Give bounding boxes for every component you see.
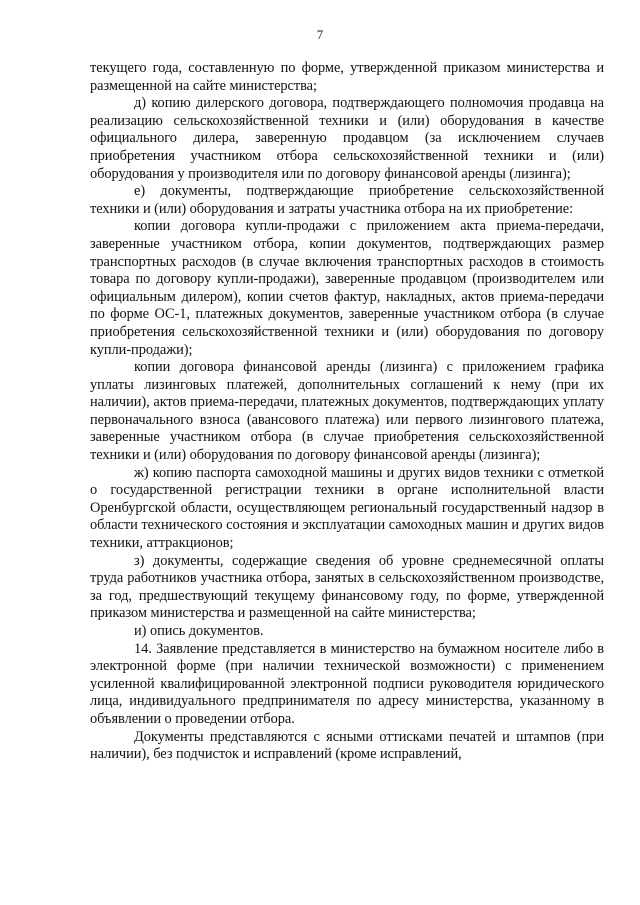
paragraph-leasing-contract-copies: копии договора финансовой аренды (лизинга) с приложением графика уплаты лизинговых платежей, дополнительных соглашений к нему (при их наличии), актов приема-передачи, платежных документов, подтверждающих уплату первоначального взноса (авансового платежа) или первого лизингового платежа, заверенные участником отбора (в случае приобретения сельскохозяйственной техники и (или) оборудования по договору финансовой аренды (лизинга); bbox=[90, 359, 604, 464]
paragraph-item-z: з) документы, содержащие сведения об уровне среднемесячной оплаты труда работников участника отбора, занятых в сельскохозяйственном производстве, за год, предшествующий текущему финансовому году, по форме, утвержденной приказом министерства и размещенной на сайте министерства; bbox=[90, 552, 604, 622]
paragraph-item-i: и) опись документов. bbox=[134, 623, 264, 639]
document-body bbox=[90, 60, 604, 764]
paragraph-section-14: 14. Заявление представляется в министерство на бумажном носителе либо в электронной форме (при наличии технической возможности) с применением усиленной квалифицированной электронной подписи руководителя юридического лица, индивидуального предпринимателя по адресу министерства, указанному в объявлении о проведении отбора. bbox=[90, 640, 604, 727]
paragraph-item-d: д) копию дилерского договора, подтверждающего полномочия продавца на реализацию сельскохозяйственной техники и (или) оборудования в качестве официального дилера, заверенную продавцом (за исключением случаев приобретения участником отбора сельскохозяйственной техники и (или) оборудования у производителя или по договору финансовой аренды (лизинга); bbox=[90, 95, 604, 182]
paragraph-item-zh: ж) копию паспорта самоходной машины и других видов техники с отметкой о государственной регистрации техники в органе исполнительной власти Оренбургской области, осуществляющем региональный государственный надзор в области технического состояния и эксплуатации самоходных машин и других видов техники, аттракционов; bbox=[90, 464, 604, 552]
paragraph-sale-contract-copies: копии договора купли-продажи с приложением акта приема-передачи, заверенные участником отбора, копии документов, подтверждающих размер транспортных расходов (в случае включения транспортных расходов в стоимость товара по договору купли-продажи), заверенные продавцом (производителем или официальным дилером), копии счетов фактур, накладных, актов приема-передачи по форме ОС-1, платежных документов, заверенные участником отбора (в случае приобретения сельскохозяйственной техники и (или) оборудования по договору купли-продажи); bbox=[90, 218, 604, 358]
paragraph-item-e: е) документы, подтверждающие приобретение сельскохозяйственной техники и (или) оборудования и затраты участника отбора на их приобретение: bbox=[90, 183, 604, 217]
paragraph-documents-requirements: Документы представляются с ясными оттисками печатей и штампов (при наличии), без подчисток и исправлений (кроме исправлений, bbox=[90, 728, 604, 763]
page-number: 7 bbox=[316, 28, 324, 42]
paragraph-continuation: текущего года, составленную по форме, утвержденной приказом министерства и размещенной на сайте министерства; bbox=[90, 60, 604, 94]
